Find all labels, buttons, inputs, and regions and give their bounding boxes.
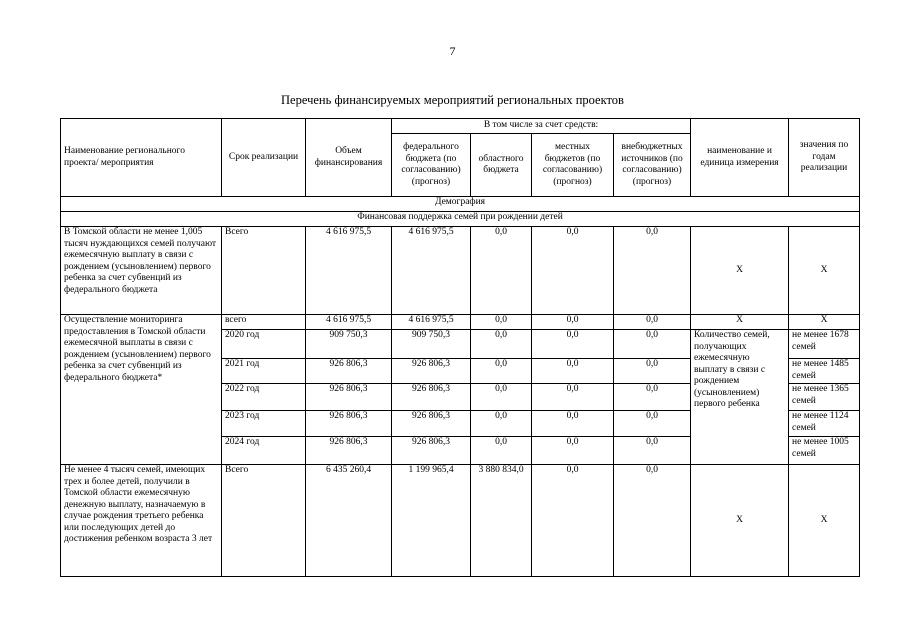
volume-cell: 926 806,3	[306, 359, 392, 384]
extra-cell: 0,0	[614, 411, 691, 437]
project-name: Осуществление мониторинга предоставления в Томской области ежемесячной выплаты в связи с рождением (усыновлением) первого ребенка за счет субвенций из федерального бюджета*	[61, 315, 222, 465]
federal-cell: 926 806,3	[392, 437, 471, 465]
term-cell: 2023 год	[222, 411, 306, 437]
unit-cell: X	[691, 315, 789, 330]
term-cell: 2021 год	[222, 359, 306, 384]
project-name: Не менее 4 тысяч семей, имеющих трех и более детей, получили в Томской области ежемесячную денежную выплату, назначаемую в случае рождения третьего ребенка или последующих детей до достижения ребенком возраста 3 лет	[61, 465, 222, 577]
regional-cell: 0,0	[471, 411, 532, 437]
table-row	[61, 227, 860, 315]
term-cell: 2024 год	[222, 437, 306, 465]
value-cell: X	[789, 465, 860, 577]
federal-cell: 4 616 975,5	[392, 227, 471, 315]
federal-cell: 926 806,3	[392, 411, 471, 437]
value-cell: не менее 1124 семей	[789, 411, 860, 437]
term-cell: всего	[222, 315, 306, 330]
table-row	[61, 465, 860, 577]
project-name: В Томской области не менее 1,005 тысяч нуждающихся семей получают ежемесячную выплату в связи с рождением (усыновлением) первого ребенка за счет субвенций из федерального бюджета	[61, 227, 222, 315]
term-cell: 2022 год	[222, 384, 306, 411]
extra-cell: 0,0	[614, 330, 691, 359]
page-number: 7	[449, 44, 456, 58]
header-unit: наименование и единица измерения	[691, 119, 789, 197]
value-cell: не менее 1678 семей	[789, 330, 860, 359]
financing-table	[60, 118, 860, 577]
local-cell: 0,0	[532, 330, 614, 359]
volume-cell: 926 806,3	[306, 384, 392, 411]
regional-cell: 0,0	[471, 437, 532, 465]
federal-cell: 4 616 975,5	[392, 315, 471, 330]
federal-cell: 909 750,3	[392, 330, 471, 359]
extra-cell: 0,0	[614, 384, 691, 411]
regional-cell: 0,0	[471, 384, 532, 411]
volume-cell: 4 616 975,5	[306, 227, 392, 315]
regional-cell: 3 880 834,0	[471, 465, 532, 577]
unit-cell: X	[691, 465, 789, 577]
header-including: В том числе за счет средств:	[392, 119, 691, 134]
local-cell: 0,0	[532, 465, 614, 577]
federal-cell: 926 806,3	[392, 384, 471, 411]
value-cell: X	[789, 315, 860, 330]
extra-cell: 0,0	[614, 359, 691, 384]
volume-cell: 926 806,3	[306, 437, 392, 465]
section-subtitle: Финансовая поддержка семей при рождении детей	[61, 212, 860, 227]
table-title: Перечень финансируемых мероприятий региональных проектов	[281, 93, 624, 107]
volume-cell: 926 806,3	[306, 411, 392, 437]
local-cell: 0,0	[532, 315, 614, 330]
table-row	[61, 315, 860, 330]
regional-cell: 0,0	[471, 359, 532, 384]
value-cell: не менее 1005 семей	[789, 437, 860, 465]
local-cell: 0,0	[532, 411, 614, 437]
value-cell: не менее 1365 семей	[789, 384, 860, 411]
local-cell: 0,0	[532, 227, 614, 315]
volume-cell: 909 750,3	[306, 330, 392, 359]
section-title: Демография	[61, 197, 860, 212]
header-term: Срок реализации	[222, 119, 306, 197]
header-values: значения по годам реализации	[789, 119, 860, 197]
extra-cell: 0,0	[614, 465, 691, 577]
regional-cell: 0,0	[471, 315, 532, 330]
local-cell: 0,0	[532, 359, 614, 384]
volume-cell: 6 435 260,4	[306, 465, 392, 577]
term-cell: Всего	[222, 465, 306, 577]
regional-cell: 0,0	[471, 330, 532, 359]
extra-cell: 0,0	[614, 315, 691, 330]
volume-cell: 4 616 975,5	[306, 315, 392, 330]
header-federal: федерального бюджета (по согласованию) (прогноз)	[392, 134, 471, 197]
term-cell: 2020 год	[222, 330, 306, 359]
unit-cell: Количество семей, получающих ежемесячную выплату в связи с рождением (усыновлением) первого ребенка	[691, 330, 789, 465]
federal-cell: 926 806,3	[392, 359, 471, 384]
regional-cell: 0,0	[471, 227, 532, 315]
extra-cell: 0,0	[614, 437, 691, 465]
value-cell: не менее 1485 семей	[789, 359, 860, 384]
header-regional: областного бюджета	[471, 134, 532, 197]
header-local: местных бюджетов (по согласованию) (прогноз)	[532, 134, 614, 197]
header-name: Наименование регионального проекта/ мероприятия	[61, 119, 222, 197]
value-cell: X	[789, 227, 860, 315]
federal-cell: 1 199 965,4	[392, 465, 471, 577]
unit-cell: X	[691, 227, 789, 315]
header-volume: Объем финансирования	[306, 119, 392, 197]
extra-cell: 0,0	[614, 227, 691, 315]
local-cell: 0,0	[532, 384, 614, 411]
term-cell: Всего	[222, 227, 306, 315]
header-extra: внебюджетных источников (по согласованию) (прогноз)	[614, 134, 691, 197]
local-cell: 0,0	[532, 437, 614, 465]
